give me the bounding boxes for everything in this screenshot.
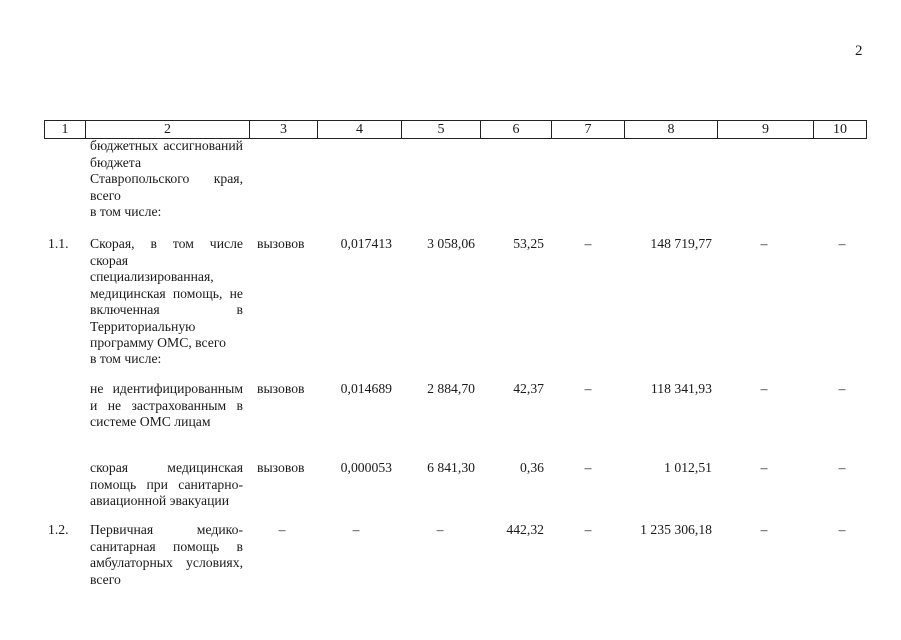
row-col7: –	[584, 522, 592, 537]
column-header-5: 5	[402, 121, 481, 139]
subheading-in-that-number: в том числе:	[90, 204, 162, 219]
row-col7: –	[584, 236, 592, 251]
row-col10: –	[838, 522, 846, 537]
row-col4: –	[352, 522, 360, 537]
row-col4: 0,014689	[340, 381, 392, 396]
row-col5: –	[436, 522, 444, 537]
row-unit: вызовов	[257, 460, 305, 475]
row-col4: 0,017413	[340, 236, 392, 251]
column-header-9: 9	[718, 121, 814, 139]
column-header-1: 1	[45, 121, 86, 139]
row-unit: –	[278, 522, 286, 537]
column-header-7: 7	[552, 121, 625, 139]
row-col6: 42,37	[513, 381, 544, 396]
row-col8: 118 341,93	[650, 381, 712, 396]
row-col7: –	[584, 460, 592, 475]
row-code: 1.1.	[48, 236, 69, 251]
column-header-6: 6	[481, 121, 552, 139]
row-col4: 0,000053	[340, 460, 392, 475]
row-code: 1.2.	[48, 522, 69, 537]
row-col6: 442,32	[506, 522, 544, 537]
row-col6: 0,36	[520, 460, 544, 475]
column-header-10: 10	[814, 121, 867, 139]
row-col9: –	[760, 460, 768, 475]
row-unit: вызовов	[257, 381, 305, 396]
row-description: Скорая, в том числе скорая специализированная, медицинская помощь, не включенная в Территориальную программу ОМС, всего	[90, 236, 243, 350]
row-col9: –	[760, 381, 768, 396]
row-col9: –	[760, 522, 768, 537]
column-header-8: 8	[625, 121, 718, 139]
continuation-text: бюджетных ассигнований бюджета Ставропольского края, всего	[90, 138, 243, 203]
column-header-2: 2	[86, 121, 250, 139]
row-col10: –	[838, 381, 846, 396]
subheading-in-that-number: в том числе:	[90, 351, 162, 366]
row-col5: 3 058,06	[427, 236, 475, 251]
row-col5: 2 884,70	[427, 381, 475, 396]
row-col5: 6 841,30	[427, 460, 475, 475]
page-number: 2	[855, 43, 863, 59]
row-col10: –	[838, 236, 846, 251]
row-col6: 53,25	[513, 236, 544, 251]
row-col7: –	[584, 381, 592, 396]
column-header-4: 4	[318, 121, 402, 139]
row-unit: вызовов	[257, 236, 305, 251]
row-col8: 148 719,77	[650, 236, 712, 251]
column-number-header	[44, 120, 867, 139]
column-header-3: 3	[250, 121, 318, 139]
row-col8: 1 235 306,18	[640, 522, 712, 537]
row-description: не идентифицированным и не застрахованным в системе ОМС лицам	[90, 381, 243, 429]
row-col8: 1 012,51	[664, 460, 712, 475]
row-description: скорая медицинская помощь при санитарно-авиационной эвакуации	[90, 460, 243, 508]
row-col9: –	[760, 236, 768, 251]
row-col10: –	[838, 460, 846, 475]
row-description: Первичная медико-санитарная помощь в амбулаторных условиях, всего	[90, 522, 243, 587]
